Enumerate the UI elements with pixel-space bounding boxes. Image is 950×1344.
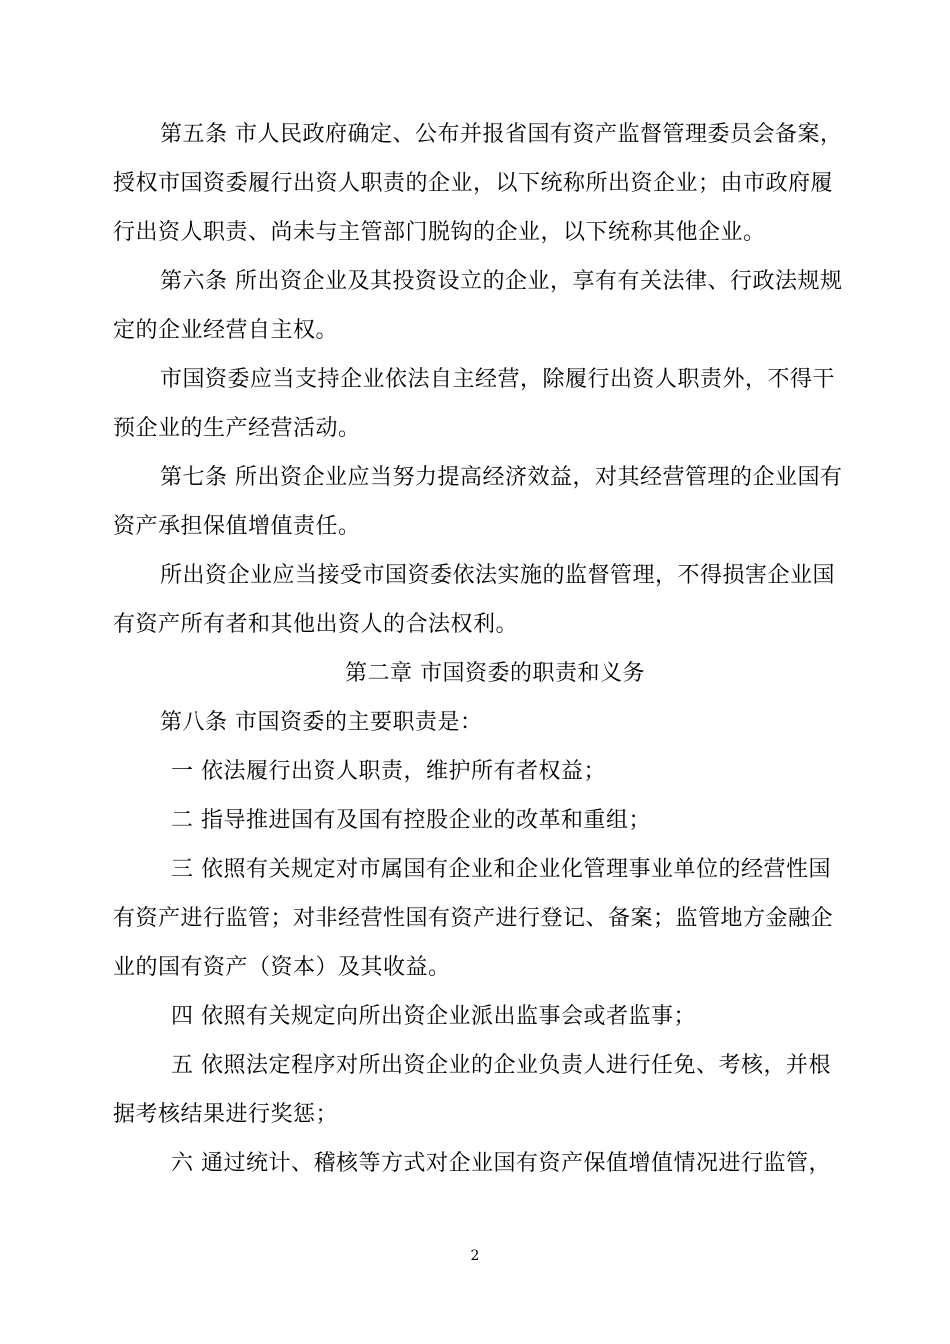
article-6-line-1: 第六条 所出资企业及其投资设立的企业，享有有关法律、行政法规规	[160, 269, 843, 294]
duty-item-3-line-1: 三 依照有关规定对市属国有企业和企业化管理事业单位的经营性国	[171, 857, 831, 882]
duty-item-3-line-3: 业的国有资产（资本）及其收益。	[113, 955, 451, 980]
duty-item-4: 四 依照有关规定向所出资企业派出监事会或者监事；	[171, 1004, 696, 1029]
duty-item-2: 二 指导推进国有及国有控股企业的改革和重组；	[171, 808, 651, 833]
duty-item-3-line-2: 有资产进行监管；对非经营性国有资产进行登记、备案；监管地方金融企	[113, 906, 834, 931]
article-7-para-2-line-2: 有资产所有者和其他出资人的合法权利。	[113, 612, 519, 637]
document-body	[113, 110, 843, 1188]
page-number: 2	[470, 1248, 480, 1264]
article-6-para-2-line-2: 预企业的生产经营活动。	[113, 416, 361, 441]
duty-item-1: 一 依法履行出资人职责，维护所有者权益；	[171, 759, 606, 784]
article-7-line-1: 第七条 所出资企业应当努力提高经济效益，对其经营管理的企业国有	[160, 465, 843, 490]
duty-item-5-line-2: 据考核结果进行奖惩；	[113, 1102, 339, 1127]
article-7-para-2-line-1: 所出资企业应当接受市国资委依法实施的监督管理，不得损害企业国	[160, 563, 836, 588]
article-5-line-2: 授权市国资委履行出资人职责的企业，以下统称所出资企业；由市政府履	[113, 171, 834, 196]
article-7-line-2: 资产承担保值增值责任。	[113, 514, 361, 539]
article-6-line-2: 定的企业经营自主权。	[113, 318, 339, 343]
article-5-line-1: 第五条 市人民政府确定、公布并报省国有资产监督管理委员会备案，	[160, 122, 843, 147]
article-8-intro: 第八条 市国资委的主要职责是：	[160, 710, 483, 735]
duty-item-5-line-1: 五 依照法定程序对所出资企业的企业负责人进行任免、考核，并根	[171, 1053, 831, 1078]
article-6-para-2-line-1: 市国资委应当支持企业依法自主经营，除履行出资人职责外，不得干	[160, 367, 836, 392]
duty-item-6-line-1: 六 通过统计、稽核等方式对企业国有资产保值增值情况进行监管，	[171, 1151, 831, 1176]
chapter-heading: 第二章 市国资委的职责和义务	[345, 661, 645, 686]
article-5-line-3: 行出资人职责、尚未与主管部门脱钩的企业，以下统称其他企业。	[113, 220, 766, 245]
